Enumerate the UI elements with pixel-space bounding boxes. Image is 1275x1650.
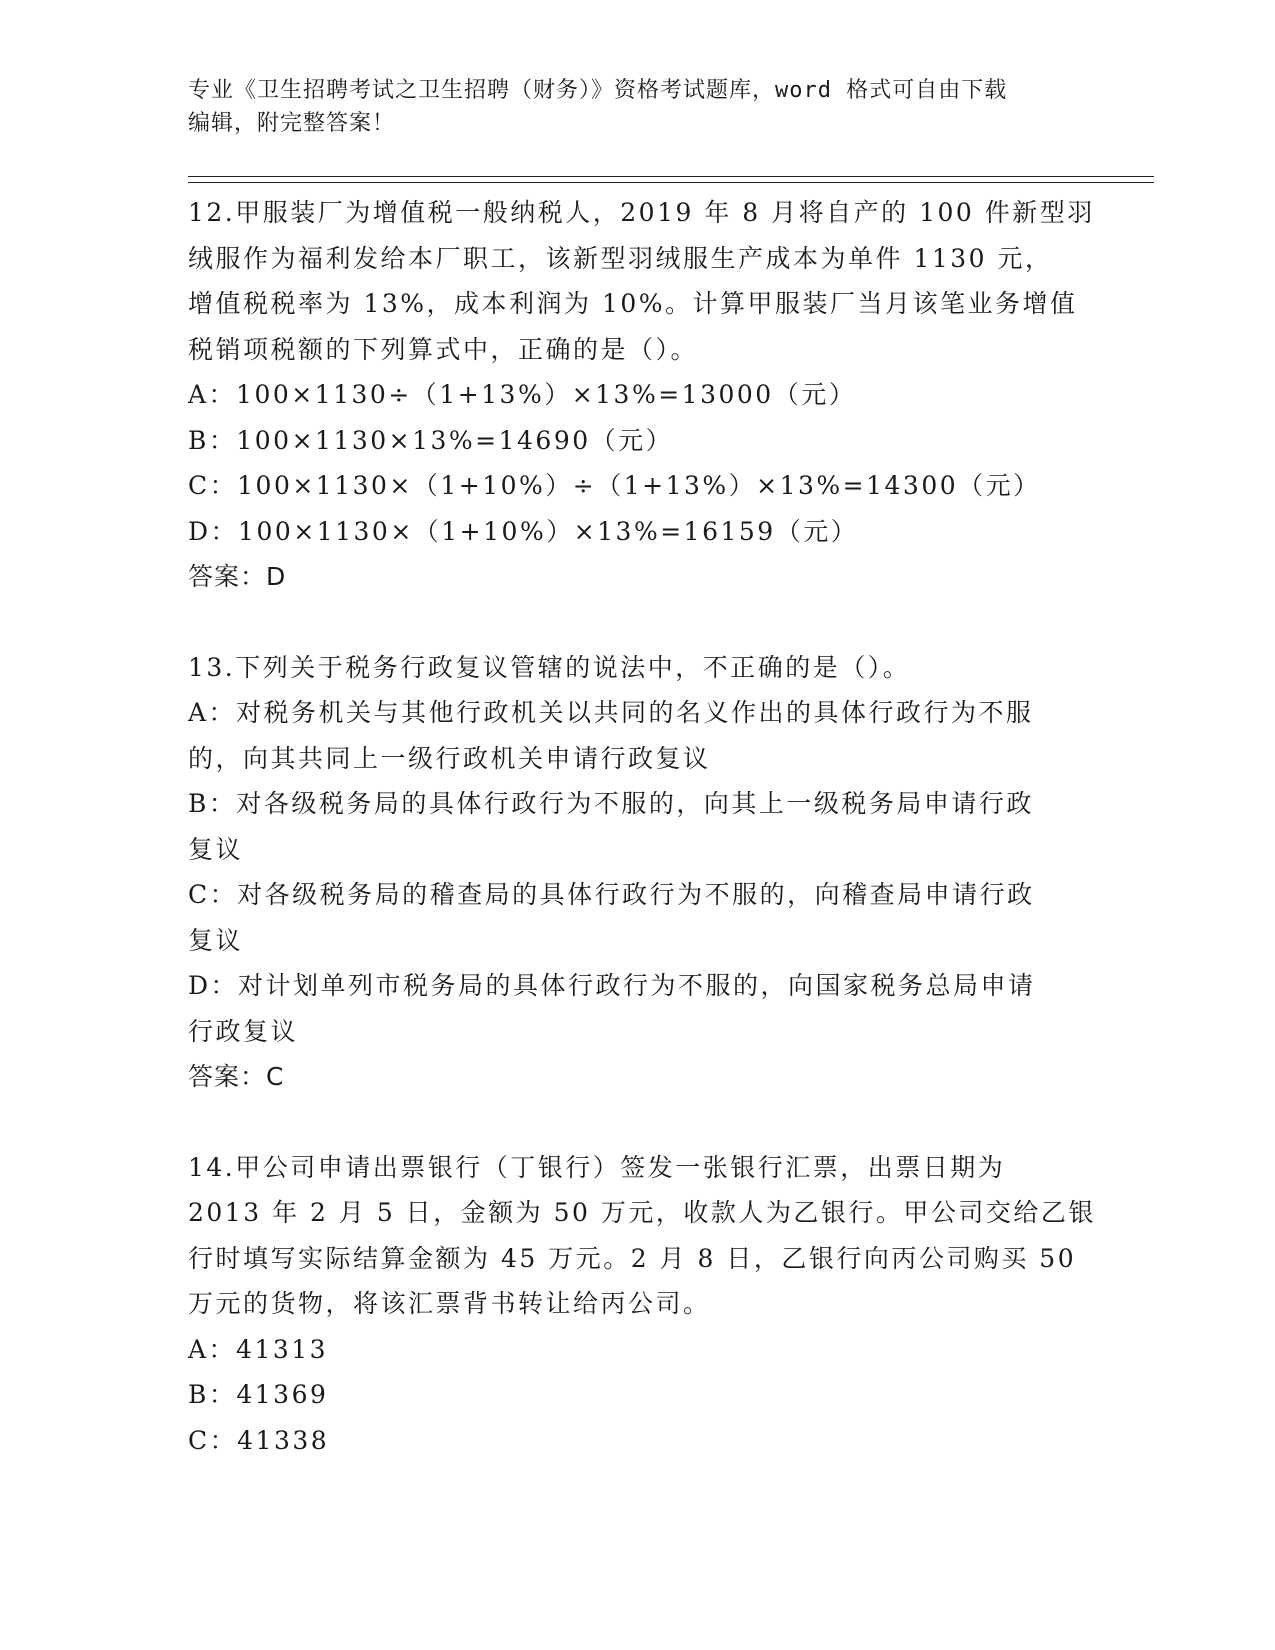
option-c: C：100×1130×（1+10%）÷（1+13%）×13%=14300（元）	[188, 471, 1041, 500]
question-13	[188, 645, 1088, 1100]
option-d: D：对计划单列市税务局的具体行政行为不服的，向国家税务总局申请	[188, 971, 1036, 1000]
option-a: A：对税务机关与其他行政机关以共同的名义作出的具体行政行为不服	[188, 698, 1034, 727]
option-d-continued: 行政复议	[188, 1016, 299, 1046]
question-stem-line: 14.甲公司申请出票银行（丁银行）签发一张银行汇票，出票日期为	[188, 1152, 1006, 1182]
option-a: A：41313	[188, 1334, 329, 1364]
option-b: B：对各级税务局的具体行政行为不服的，向其上一级税务局申请行政	[188, 789, 1034, 818]
question-stem-line: 税销项税额的下列算式中，正确的是（）。	[188, 334, 699, 364]
question-stem-line: 13.下列关于税务行政复议管辖的说法中，不正确的是（）。	[188, 652, 911, 682]
question-spacer	[188, 600, 1088, 645]
header-rule-top	[188, 176, 1154, 177]
question-spacer	[188, 1100, 1088, 1145]
question-stem-line: 增值税税率为 13%，成本利润为 10%。计算甲服装厂当月该笔业务增值	[188, 289, 1078, 318]
answer-label: 答案：D	[188, 562, 287, 591]
option-c: C：41338	[188, 1425, 330, 1455]
header-line-2: 编辑，附完整答案！	[188, 111, 396, 136]
option-d: D：100×1130×（1+10%）×13%=16159（元）	[188, 516, 859, 546]
option-c-continued: 复议	[188, 925, 244, 955]
question-12	[188, 190, 1095, 600]
header-line-1: 专业《卫生招聘考试之卫生招聘（财务）》资格考试题库，word 格式可自由下载	[188, 78, 1008, 103]
option-b-continued: 复议	[188, 834, 244, 864]
option-c: C：对各级税务局的稽查局的具体行政行为不服的，向稽查局申请行政	[188, 880, 1035, 909]
option-b: B：41369	[188, 1380, 329, 1409]
option-a: A：100×1130÷（1+13%）×13%=13000（元）	[188, 380, 857, 409]
header-rule-bottom	[188, 182, 1154, 183]
question-14	[188, 1145, 1096, 1464]
question-stem-line: 绒服作为福利发给本厂职工，该新型羽绒服生产成本为单件 1130 元，	[188, 243, 1053, 273]
option-b: B：100×1130×13%=14690（元）	[188, 425, 674, 455]
page-header	[188, 74, 1068, 140]
question-stem-line: 行时填写实际结算金额为 45 万元。2 月 8 日，乙银行向丙公司购买 50	[188, 1243, 1077, 1273]
question-stem-line: 2013 年 2 月 5 日，金额为 50 万元，收款人为乙银行。甲公司交给乙银	[188, 1198, 1096, 1227]
question-stem-line: 12.甲服装厂为增值税一般纳税人，2019 年 8 月将自产的 100 件新型羽	[188, 198, 1095, 227]
option-a-continued: 的，向其共同上一级行政机关申请行政复议	[188, 743, 711, 773]
question-list	[188, 190, 1096, 1463]
question-stem-line: 万元的货物，将该汇票背书转让给丙公司。	[188, 1289, 711, 1318]
answer-label: 答案：C	[188, 1062, 285, 1091]
